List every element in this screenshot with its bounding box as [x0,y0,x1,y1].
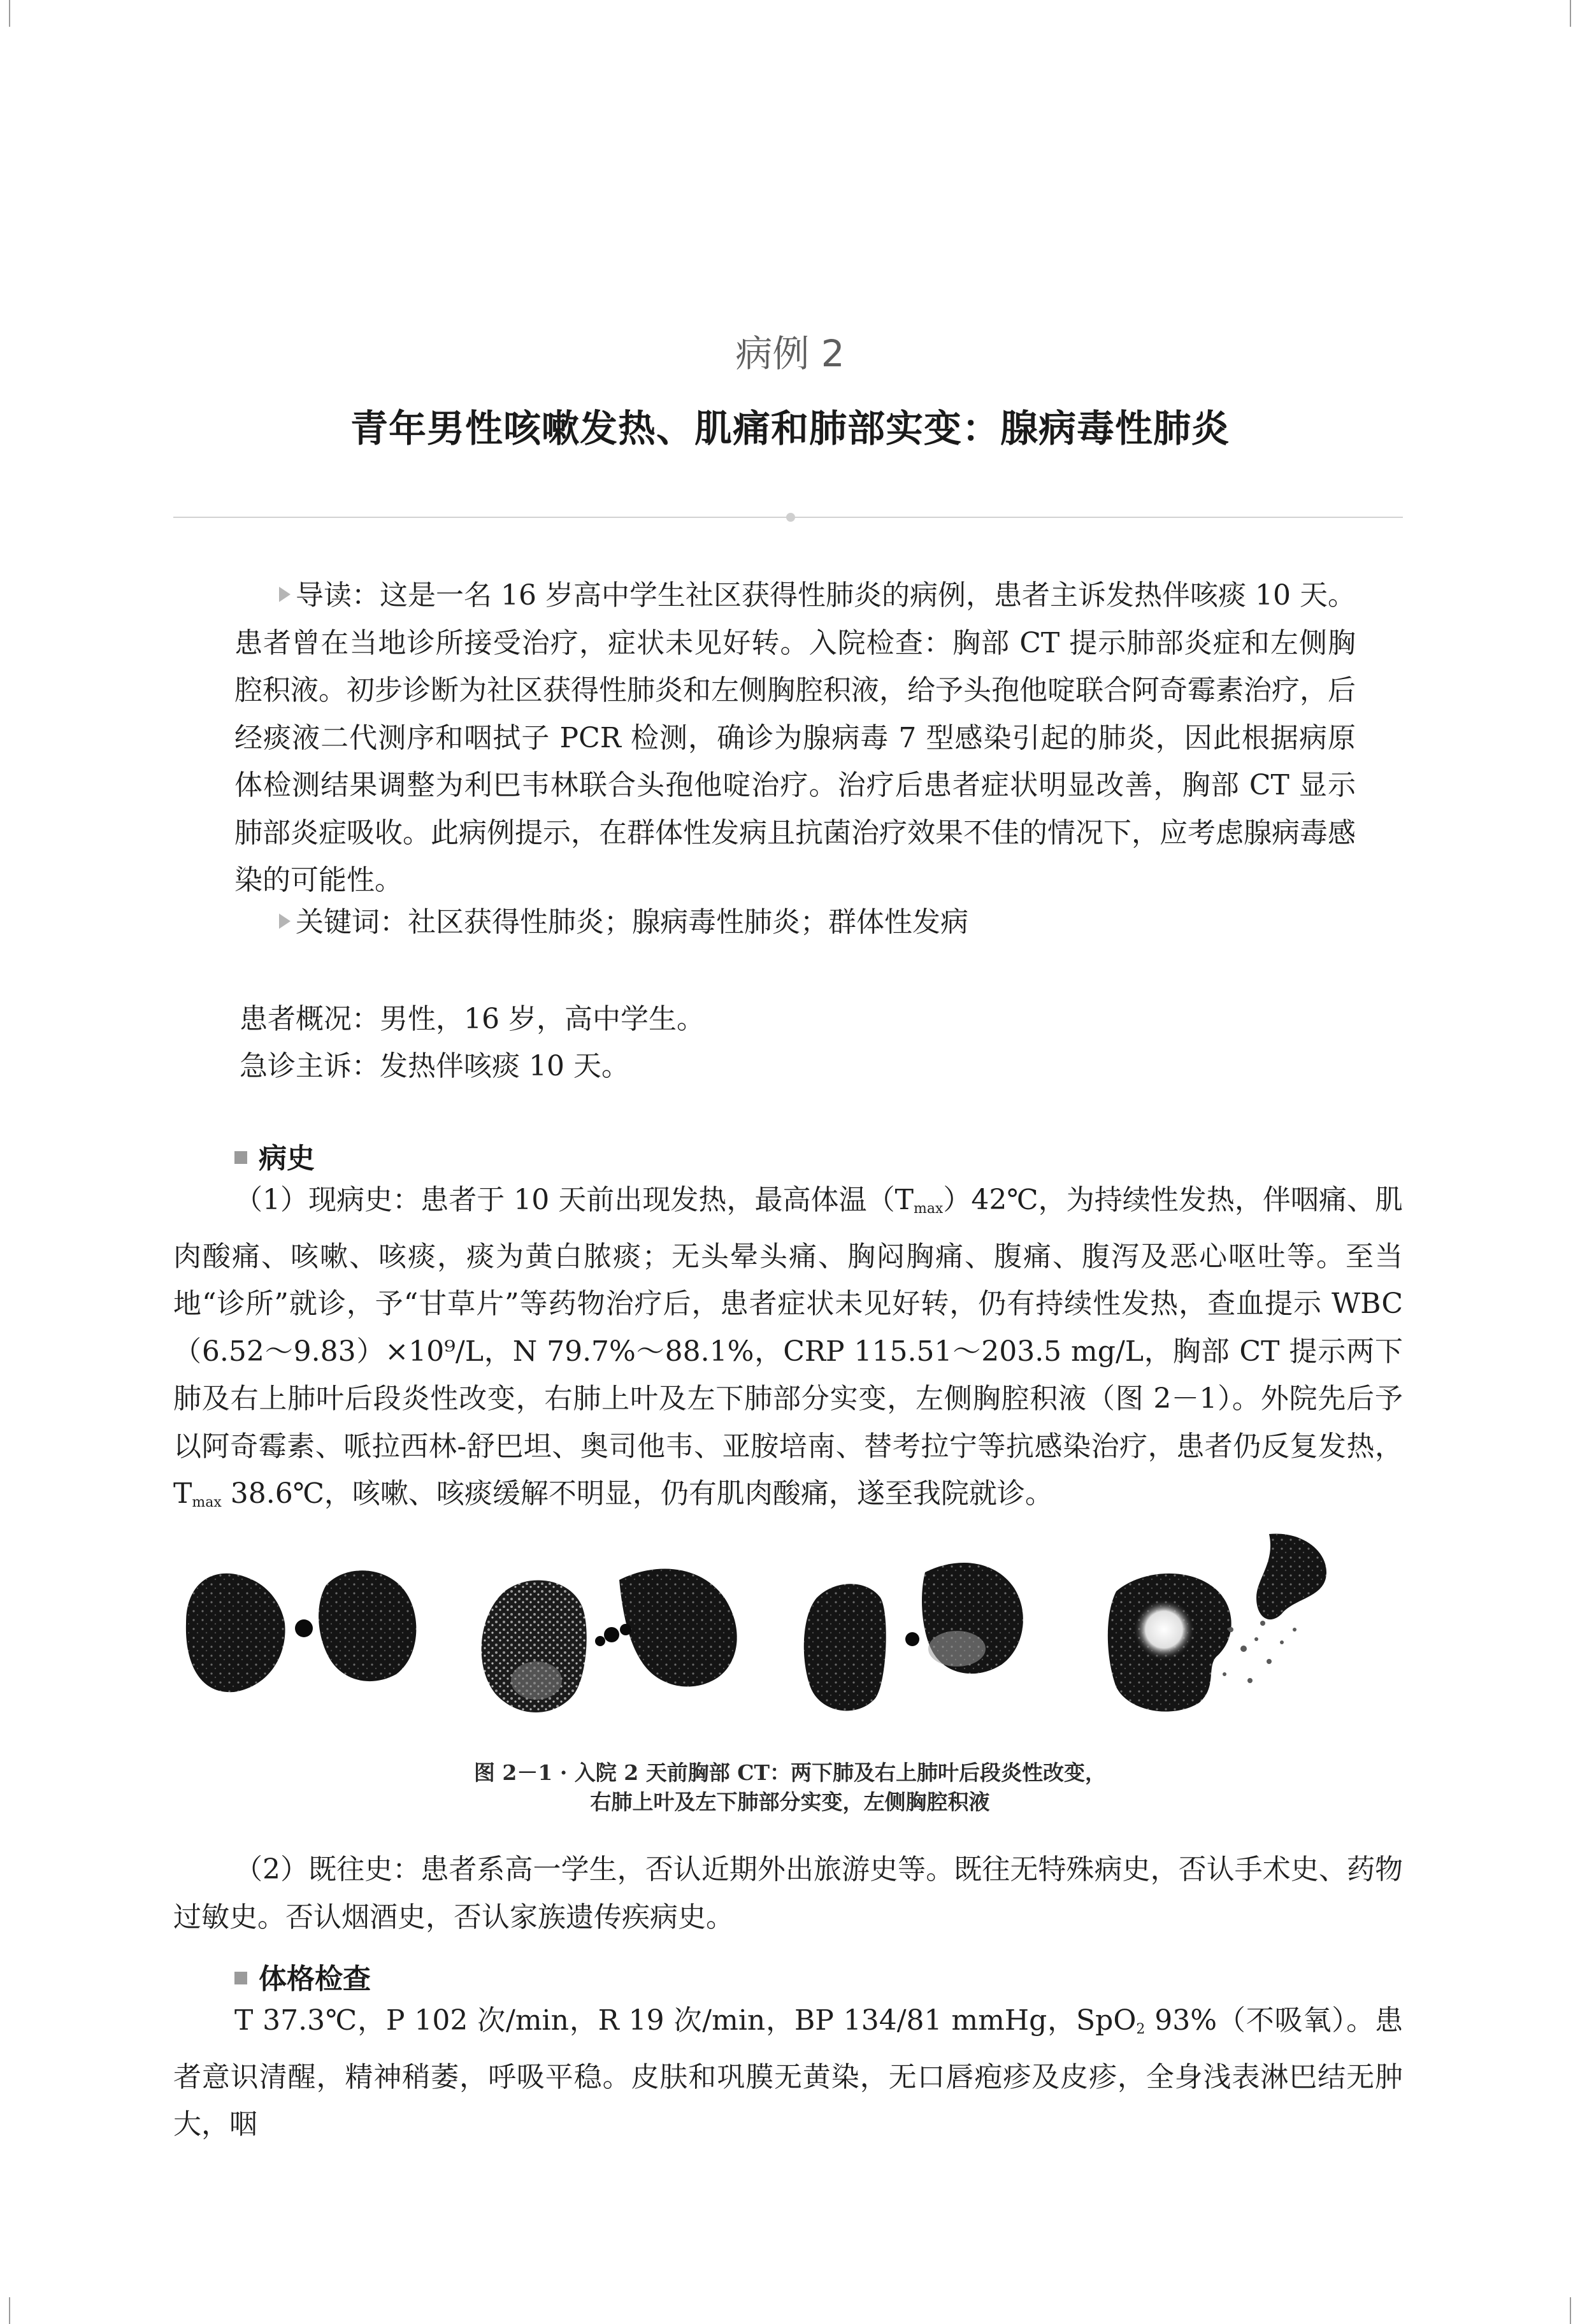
history-heading-text: 病史 [259,1142,315,1175]
lead-label: 导读： [296,579,380,612]
crop-mark-top-right [1570,0,1571,27]
keywords-line [234,899,1356,946]
present-history-text-c: 38.6℃，咳嗽、咳痰缓解不明显，仍有肌肉酸痛，遂至我院就诊。 [221,1477,1053,1510]
tmax-subscript: max [913,1201,944,1217]
present-history-text-a: （1）现病史：患者于 10 天前出现发热，最高体温（T [234,1184,914,1216]
ct-slice-2 [482,1568,737,1712]
patient-profile [240,996,705,1090]
square-bullet-icon [234,1151,247,1164]
present-history-text-b: ）42℃，为持续性发热，伴咽痛、肌肉酸痛、咳嗽、咳痰，痰为黄白脓痰；无头晕头痛、胸闷胸痛、腹痛、腹泻及恶心呕吐等。至当地“诊所”就诊，予“甘草片”等药物治疗后，患者症状未见好转，仍有持续性发热，查血提示 WBC（6.52～9.83）×10⁹/L，N 79.7%～88.1%，CRP 115.51～203.5 mg/L，胸部 CT 提示两下肺及右上肺叶后段炎性改变，右肺上叶及左下肺部分实变，左侧胸腔积液（图 2－1）。外院先后予以阿奇霉素、哌拉西林-舒巴坦、奥司他韦、亚胺培南、替考拉宁等抗感染治疗，患者仍反复发热，T [173,1184,1403,1510]
exam-heading [234,1956,371,1997]
exam-text-a: T 37.3℃，P 102 次/min，R 19 次/min，BP 134/81 mmHg，SpO [234,2004,1137,2037]
tmax-subscript-2: max [192,1495,222,1510]
chief-complaint: 急诊主诉：发热伴咳痰 10 天。 [240,1050,629,1082]
case-number: 病例 2 [735,332,845,375]
exam-heading-text: 体格检查 [259,1963,371,1995]
chest-ct-figure [173,1528,1403,1744]
case-title: 青年男性咳嗽发热、肌痛和肺部实变：腺病毒性肺炎 [350,406,1230,450]
keywords-label: 关键词： [296,906,408,938]
square-bullet-icon [234,1972,247,1984]
crop-mark-top-left [9,0,10,27]
past-history-paragraph: （2）既往史：患者系高一学生，否认近期外出旅游史等。既往无特殊病史，否认手术史、药物过敏史。否认烟酒史，否认家族遗传疾病史。 [173,1853,1403,1933]
spo2-subscript: 2 [1136,2021,1146,2037]
divider-dot [786,513,795,522]
history-heading [234,1135,315,1176]
triangle-bullet-icon [279,587,291,602]
crop-mark-bottom-right [1570,2297,1571,2324]
physical-exam-paragraph [173,1997,1403,2149]
patient-overview: 患者概况：男性，16 岁，高中学生。 [240,1003,705,1035]
exam-text-b: 93%（不吸氧）。患者意识清醒，精神稍萎，呼吸平稳。皮肤和巩膜无黄染，无口唇疱疹及皮疹，全身浅表淋巴结无肿大，咽 [173,2004,1403,2141]
triangle-bullet-icon [279,914,291,929]
ct-slice-1 [186,1570,417,1692]
ct-slice-4 [1108,1574,1232,1712]
figure-caption [0,1758,1580,1817]
keywords-text: 社区获得性肺炎；腺病毒性肺炎；群体性发病 [408,906,968,938]
ct-slice-5 [1223,1533,1326,1683]
lead-text: 这是一名 16 岁高中学生社区获得性肺炎的病例，患者主诉发热伴咳痰 10 天。患者曾在当地诊所接受治疗，症状未见好转。入院检查：胸部 CT 提示肺部炎症和左侧胸腔积液。初步诊断为社区获得性肺炎和左侧胸腔积液，给予头孢他啶联合阿奇霉素治疗，后经痰液二代测序和咽拭子 PCR 检测，确诊为腺病毒 7 型感染引起的肺炎，因此根据病原体检测结果调整为利巴韦林联合头孢他啶治疗。治疗后患者症状明显改善，胸部 CT 显示肺部炎症吸收。此病例提示，在群体性发病且抗菌治疗效果不佳的情况下，应考虑腺病毒感染的可能性。 [234,579,1356,896]
figure-caption-line-2: 右肺上叶及左下肺部分实变，左侧胸腔积液 [590,1790,990,1814]
ct-slice-3 [804,1563,1023,1711]
figure-caption-line-1: 图 2－1 · 入院 2 天前胸部 CT：两下肺及右上肺叶后段炎性改变， [473,1760,1107,1785]
crop-mark-bottom-left [9,2297,10,2324]
present-history-paragraph [173,1177,1403,1527]
lead-paragraph [234,572,1356,905]
